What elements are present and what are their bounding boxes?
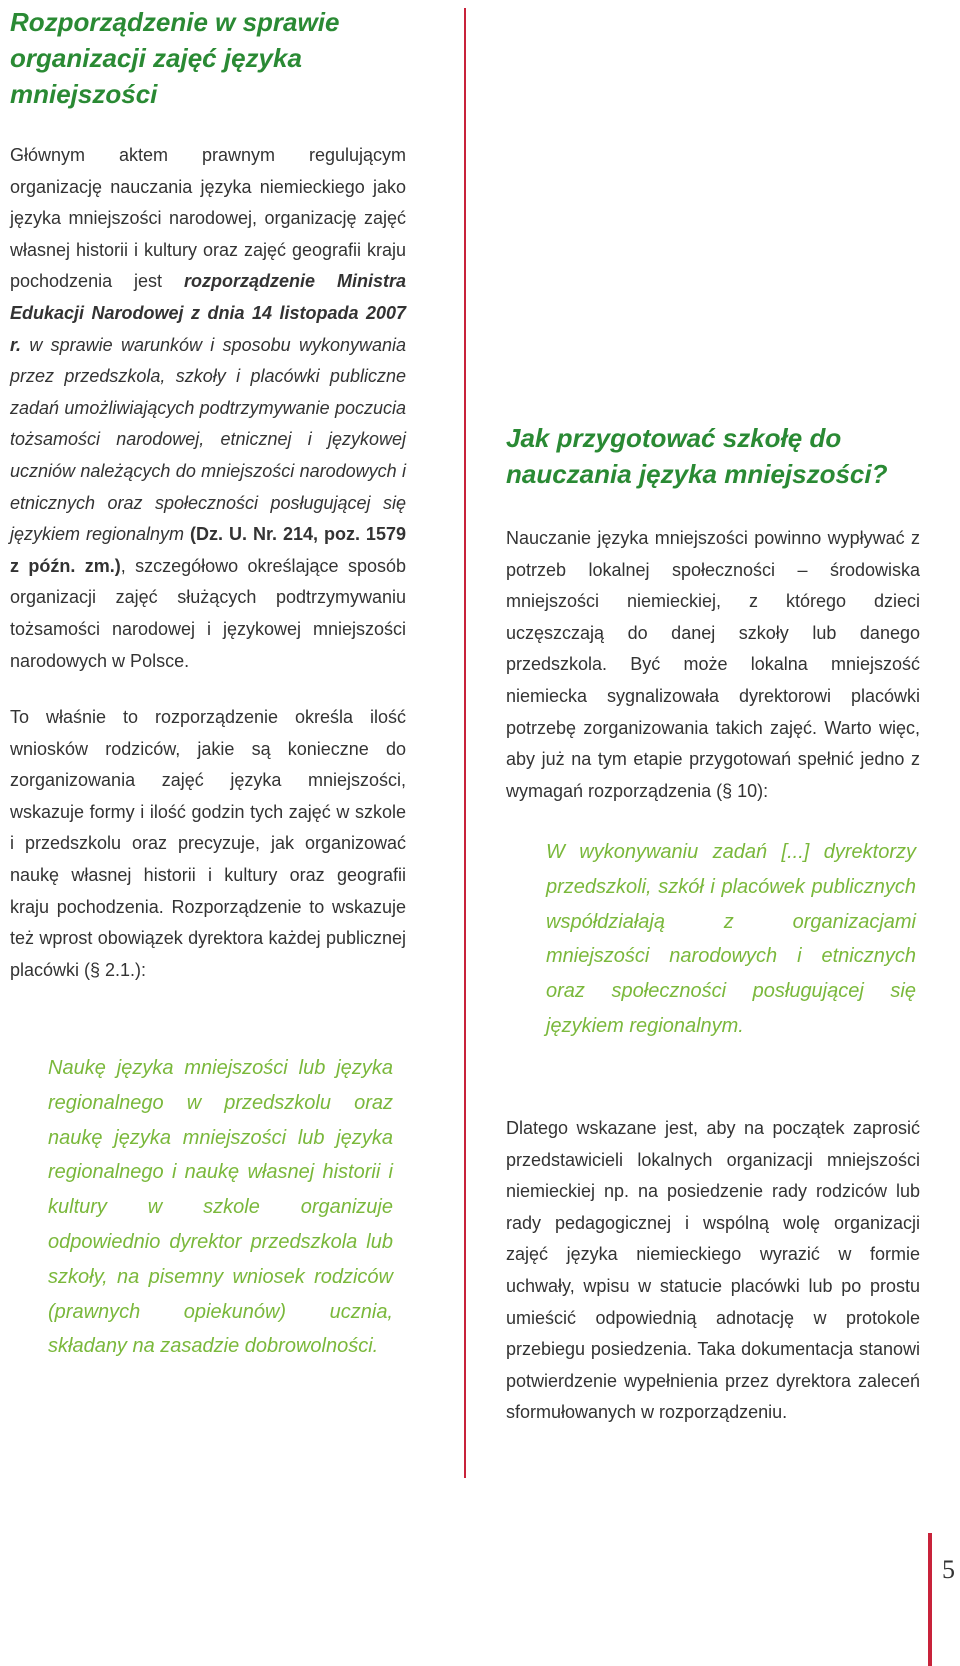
page-number: 5 — [942, 1555, 955, 1584]
regulation-act-title: w sprawie warunków i sposobu wykonywania przez przedszkola, szkoły i placówki publiczne zadań umożliwiających podtrzymywanie poczucia tożsamości narodowej, etnicznej i językowej uczniów należących do mniejszości narodowych i etnicznych oraz społeczności posługującej się językiem regionalnym — [10, 334, 406, 545]
section-title-regulation: Rozporządzenie w sprawie organizacji zajęć języka mniejszości — [10, 7, 340, 109]
regulation-paragraph-2: To właśnie to rozporządzenie określa ilość wniosków rodziców, jakie są konieczne do zorganizowania zajęć języka mniejszości, wskazuje formy i ilość godzin tych zajęć w szkole i przedszkolu oraz precyzuje, jak organizować naukę własnej historii i kultury oraz geografii kraju pochodzenia. Rozporządzenie to wskazuje też wprost obowiązek dyrektora każdej publicznej placówki (§ 2.1.): — [10, 707, 406, 980]
regulation-citation: (Dz. U. Nr. 214, poz. 1579 z późn. zm.) — [10, 524, 406, 576]
prepare-paragraph-1: Nauczanie języka mniejszości powinno wypływać z potrzeb lokalnej społeczności – środowiska mniejszości niemieckiej, z którego dzieci uczęszczają do danej szkoły lub danego przedszkola. Być może lokalna mniejszość niemiecka sygnalizowała dyrektorowi placówki potrzebę zorganizowania takich zajęć. Warto więc, aby już na tym etapie przygotowań spełnić jedno z wymagań rozporządzenia (§ 10): — [506, 528, 920, 801]
regulation-act-name: rozporządzenie Ministra Edukacji Narodowej z dnia 14 listopada 2007 r. — [10, 271, 406, 355]
regulation-quote: Naukę języka mniejszości lub języka regionalnego w przedszkolu oraz naukę języka mniejszości lub języka regionalnego i naukę własnej historii i kultury w szkole organizuje odpowiednio dyrektor przedszkola lub szkoły, na pisemny wniosek rodziców (prawnych opiekunów) ucznia, składany na zasadzie dobrowolności. — [48, 1057, 393, 1358]
regulation-intro: Głównym aktem prawnym regulującym organizację nauczania języka niemieckiego jako języka mniejszości narodowej, organizację zajęć własnej historii i kultury oraz zajęć geografii kraju pochodzenia jest — [10, 145, 406, 292]
prepare-quote: W wykonywaniu zadań [...] dyrektorzy przedszkoli, szkół i placówek publicznych współdziałają z organizacjami mniejszości narodowych i etnicznych oraz społeczności posługującej się językiem regionalnym. — [546, 841, 916, 1037]
regulation-rest: , szczegółowo określające sposób organizacji zajęć służących podtrzymywaniu tożsamości narodowej i językowej mniejszości narodowych w Polsce. — [10, 555, 406, 671]
prepare-paragraph-2: Dlatego wskazane jest, aby na początek zaprosić przedstawicieli lokalnych organizacji mniejszości niemieckiej np. na posiedzenie rady rodziców lub rady pedagogicznej i wspólną wolę organizacji zajęć języka niemieckiego wyrazić w formie uchwały, wpisu w statucie placówki lub po prostu umieścić odpowiednią adnotację w protokole przebiegu posiedzenia. Taka dokumentacja stanowi potwierdzenie wypełnienia przez dyrektora zaleceń sformułowanych w rozporządzeniu. — [506, 1118, 920, 1423]
section-title-prepare-school: Jak przygotować szkołę do nauczania języka mniejszości? — [506, 423, 888, 489]
regulation-paragraph-1 — [10, 140, 406, 677]
column-divider — [464, 8, 466, 1478]
footer-rule — [928, 1533, 932, 1666]
